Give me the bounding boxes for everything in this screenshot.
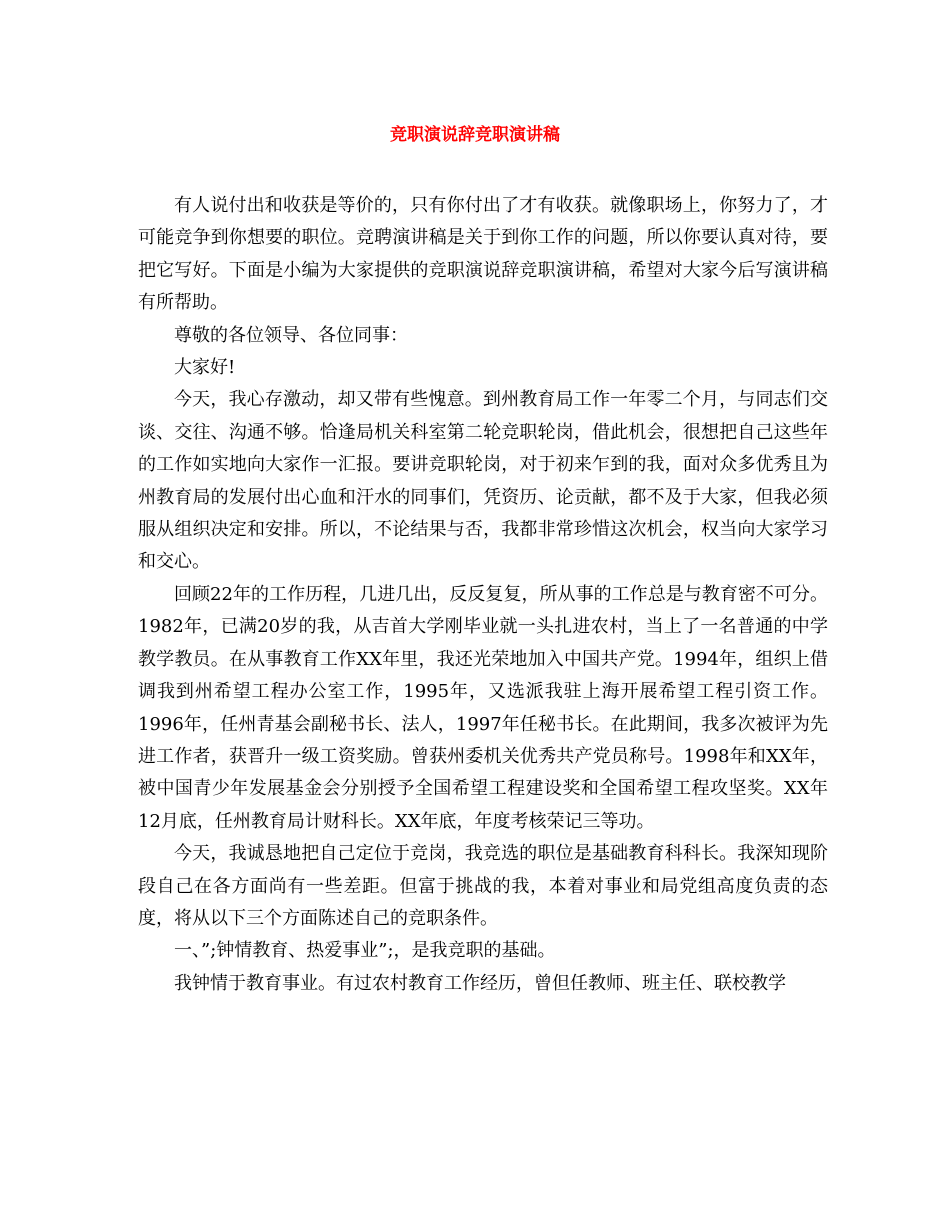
paragraph-section-one-heading: 一、”;钟情教育、热爱事业”;，是我竞职的基础。: [174, 940, 556, 962]
paragraph-salutation: 尊敬的各位领导、各位同事：: [174, 324, 408, 346]
paragraph-career-history: 回顾22年的工作历程，几进几出，反反复复，所从事的工作总是与教育密不可分。1982年，已满20岁的我，从吉首大学刚毕业就一头扎进农村，当上了一名普通的中学教学教员。在从事教育工作XX年里，我还光荣地加入中国共产党。1994年，组织上借调我到州希望工程办公室工作，1995年，又选派我驻上海开展希望工程引资工作。1996年，任州青基会副秘书长、法人，1997年任秘书长。在此期间，我多次被评为先进工作者，获晋升一级工资奖励。曾获州委机关优秀共产党员称号。1998年和XX年，被中国青少年发展基金会分别授予全国希望工程建设奖和全国希望工程攻坚奖。XX年12月底，任州教育局计财科长。XX年底，年度考核荣记三等功。: [138, 583, 828, 832]
paragraph-intro: 有人说付出和收获是等价的，只有你付出了才有收获。就像职场上，你努力了，才可能竞争到你想要的职位。竞聘演讲稿是关于到你工作的问题，所以你要认真对待，要把它写好。下面是小编为大家提供的竞职演说辞竞职演讲稿，希望对大家今后写演讲稿有所帮助。: [138, 195, 828, 314]
paragraph-position-goal: 今天，我诚恳地把自己定位于竞岗，我竞选的职位是基础教育科科长。我深知现阶段自己在各方面尚有一些差距。但富于挑战的我，本着对事业和局党组高度负责的态度，将从以下三个方面陈述自己的竞职条件。: [138, 843, 828, 929]
document-body: [138, 190, 828, 1000]
paragraph-section-one-body: 我钟情于教育事业。有过农村教育工作经历，曾但任教师、班主任、联校教学: [174, 972, 786, 994]
paragraph-greeting: 大家好!: [174, 357, 236, 379]
document-title: 竞职演说辞竞职演讲稿: [390, 125, 560, 145]
paragraph-opening: 今天，我心存激动，却又带有些愧意。到州教育局工作一年零二个月，与同志们交谈、交往、沟通不够。恰逢局机关科室第二轮竞职轮岗，借此机会，很想把自己这些年的工作如实地向大家作一汇报。要讲竞职轮岗，对于初来乍到的我，面对众多优秀且为州教育局的发展付出心血和汗水的同事们，凭资历、论贡献，都不及于大家，但我必须服从组织决定和安排。所以，不论结果与否，我都非常珍惜这次机会，权当向大家学习和交心。: [138, 389, 828, 573]
